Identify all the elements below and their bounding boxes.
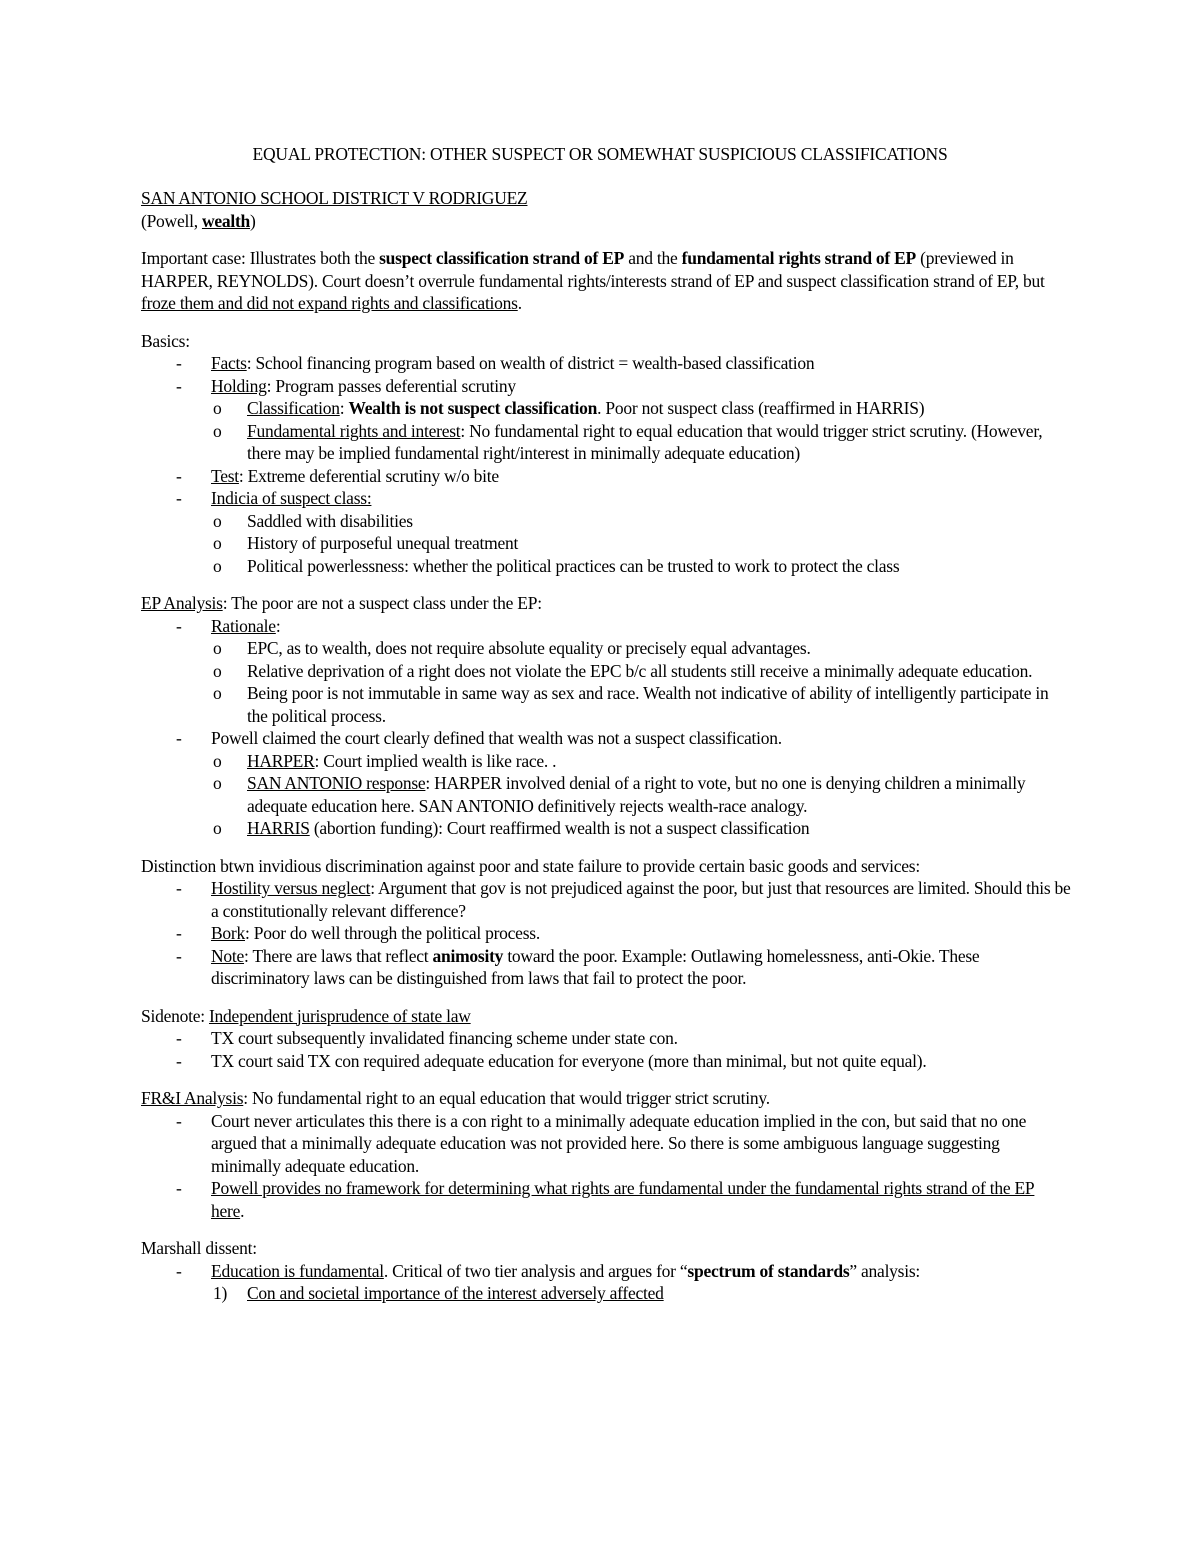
list-item-indicia-1: o Saddled with disabilities	[141, 510, 1071, 533]
important-text-3: (previewed in HARPER, REYNOLDS). Court doesn’t overrule fundamental rights/interests strand of EP and suspect classification strand of EP, but	[141, 248, 1045, 291]
ep-analysis-heading	[141, 592, 1071, 615]
important-bold-1: suspect classification strand of EP	[379, 248, 625, 268]
rationale-label: Rationale	[211, 615, 276, 636]
note-label: Note	[211, 945, 245, 966]
ep-analysis-text: : The poor are not a suspect class under the EP:	[222, 593, 542, 613]
facts-label: Facts	[211, 353, 247, 373]
harris-label: HARRIS	[247, 818, 310, 838]
fri-item-2-end: .	[240, 1200, 245, 1221]
fri-analysis-label: FR&I Analysis	[141, 1088, 244, 1108]
note-text-1: : There are laws that reflect	[244, 945, 433, 966]
important-underline: froze them and did not expand rights and classifications	[141, 293, 518, 313]
list-item-indicia	[141, 487, 1071, 510]
list-item-harris	[141, 817, 1071, 840]
list-item-indicia-3: o Political powerlessness: whether the political practices can be trusted to work to protect the class	[141, 555, 1071, 578]
classification-label: Classification	[247, 398, 340, 418]
note-text-2: toward the poor. Example: Outlawing homelessness, anti-Okie. These discriminatory laws can be distinguished from laws that fail to protect the poor.	[211, 945, 980, 988]
list-item-rationale-2: o Relative deprivation of a right does not violate the EPC b/c all students still receive a minimally adequate education.	[141, 660, 1071, 683]
list-item-classification	[141, 397, 1071, 420]
rationale-colon: :	[275, 615, 281, 636]
sidenote-heading	[141, 1005, 1071, 1028]
list-item-rationale	[141, 615, 1071, 638]
important-text-4: .	[517, 293, 522, 313]
harris-text: (abortion funding): Court reaffirmed wealth is not a suspect classification	[309, 818, 810, 838]
list-item-note	[141, 945, 1071, 990]
basics-heading: Basics:	[141, 330, 190, 351]
facts-text: : School financing program based on wealth of district = wealth-based classification	[246, 353, 815, 373]
list-item-rationale-3: o Being poor is not immutable in same way as sex and race. Wealth not indicative of ability of intelligently participate in the political process.	[141, 682, 1071, 727]
author-open: (Powell,	[141, 210, 202, 231]
harper-text: : Court implied wealth is like race. .	[314, 750, 557, 771]
education-label: Education is fundamental	[211, 1260, 384, 1281]
classification-bold: Wealth is not suspect classification	[348, 398, 598, 418]
fri-analysis-text: : No fundamental right to an equal education that would trigger strict scrutiny.	[243, 1088, 770, 1108]
hostility-text: : Argument that gov is not prejudiced against the poor, but just that resources are limited. Should this be a constitutionally relevant difference?	[211, 878, 1071, 921]
sa-response-label: SAN ANTONIO response	[247, 773, 426, 793]
list-item-sidenote-1: - TX court subsequently invalidated financing scheme under state con.	[141, 1027, 1071, 1050]
list-item-harper	[141, 750, 1071, 773]
list-item-education	[141, 1260, 1071, 1283]
important-text-2: and the	[624, 248, 682, 268]
fundamental-label: Fundamental rights and interest	[247, 420, 461, 441]
indicia-label: Indicia of suspect class:	[211, 488, 372, 508]
bork-label: Bork	[211, 923, 245, 943]
list-item-powell: - Powell claimed the court clearly defined that wealth was not a suspect classification.	[141, 727, 1071, 750]
marshall-item-1: Con and societal importance of the interest adversely affected	[247, 1283, 664, 1303]
classification-sep: :	[339, 398, 349, 418]
document-body	[141, 187, 1071, 1305]
fri-item-2-text: Powell provides no framework for determining what rights are fundamental under the fundamental rights strand of the EP here	[211, 1178, 1035, 1221]
list-item-san-antonio-response	[141, 772, 1071, 817]
sidenote-label: Independent jurisprudence of state law	[208, 1005, 471, 1026]
classification-text: . Poor not suspect class (reaffirmed in HARRIS)	[597, 398, 925, 418]
list-item-fri-2	[141, 1177, 1071, 1222]
important-bold-2: fundamental rights strand of EP	[681, 248, 916, 268]
ep-analysis-label: EP Analysis	[141, 593, 223, 613]
sidenote-prefix: Sidenote:	[141, 1005, 209, 1026]
test-text: : Extreme deferential scrutiny w/o bite	[238, 465, 499, 486]
list-number-1: 1)	[213, 1283, 228, 1303]
important-paragraph	[141, 247, 1071, 315]
list-item-holding	[141, 375, 1071, 398]
list-item-marshall-1	[141, 1282, 1071, 1305]
holding-label: Holding	[211, 375, 267, 396]
fri-analysis-heading	[141, 1087, 1071, 1110]
list-item-facts	[141, 352, 1071, 375]
test-label: Test	[211, 465, 239, 486]
harper-label: HARPER	[247, 750, 315, 771]
list-item-fri-1: - Court never articulates this there is a con right to a minimally adequate education implied in the con, but said that no one argued that a minimally adequate education was not provided here. So there is some ambiguous language suggesting minimally adequate education.	[141, 1110, 1071, 1178]
author-close: )	[250, 210, 256, 231]
important-text-1: Important case: Illustrates both the	[141, 248, 380, 268]
education-text-2: ” analysis:	[849, 1260, 921, 1281]
list-item-test	[141, 465, 1071, 488]
marshall-heading: Marshall dissent:	[141, 1238, 257, 1258]
note-bold: animosity	[432, 945, 504, 966]
author-topic: wealth	[201, 210, 251, 231]
document-title: EQUAL PROTECTION: OTHER SUSPECT OR SOMEWHAT SUSPICIOUS CLASSIFICATIONS	[252, 144, 948, 164]
case-author-line	[141, 210, 1071, 233]
case-name: SAN ANTONIO SCHOOL DISTRICT V RODRIGUEZ	[141, 188, 528, 208]
education-text-1: . Critical of two tier analysis and argues for “	[383, 1260, 688, 1281]
fundamental-text: : No fundamental right to equal education that would trigger strict scrutiny. (However, there may be implied fundamental right/interest in minimally adequate education)	[247, 420, 1043, 463]
list-item-sidenote-2: - TX court said TX con required adequate education for everyone (more than minimal, but not quite equal).	[141, 1050, 1071, 1073]
list-item-rationale-1: o EPC, as to wealth, does not require absolute equality or precisely equal advantages.	[141, 637, 1071, 660]
list-item-bork	[141, 922, 1071, 945]
holding-text: : Program passes deferential scrutiny	[266, 375, 516, 396]
hostility-label: Hostility versus neglect	[211, 878, 371, 898]
bork-text: : Poor do well through the political process.	[245, 923, 540, 943]
distinction-heading: Distinction btwn invidious discrimination against poor and state failure to provide certain basic goods and services:	[141, 855, 920, 876]
list-item-hostility	[141, 877, 1071, 922]
list-item-indicia-2: o History of purposeful unequal treatment	[141, 532, 1071, 555]
sa-response-text: : HARPER involved denial of a right to vote, but no one is denying children a minimally adequate education here. SAN ANTONIO definitively rejects wealth-race analogy.	[247, 773, 1026, 816]
education-bold: spectrum of standards	[687, 1260, 850, 1281]
list-item-fundamental-rights	[141, 420, 1071, 465]
